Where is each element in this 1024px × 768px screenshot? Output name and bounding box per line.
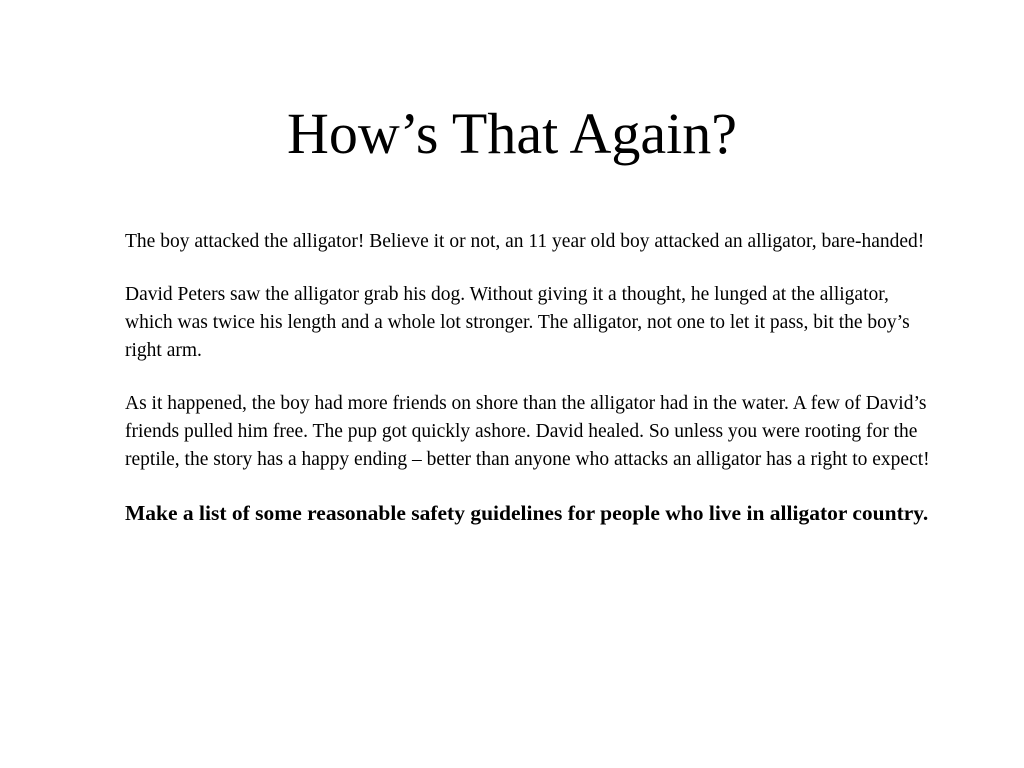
assignment-prompt: Make a list of some reasonable safety guidelines for people who live in alligator country.	[125, 501, 929, 525]
paragraph-attack: David Peters saw the alligator grab his dog. Without giving it a thought, he lunged at the alligator, which was twice his length and a whole lot stronger. The alligator, not one to let it pass, bit the boy’s right arm.	[125, 284, 910, 361]
slide-title: How’s That Again?	[287, 101, 737, 166]
paragraph-intro: The boy attacked the alligator! Believe it or not, an 11 year old boy attacked an alligator, bare-handed!	[125, 231, 925, 252]
slide-body	[125, 228, 937, 553]
paragraph-outcome: As it happened, the boy had more friends on shore than the alligator had in the water. A few of David’s friends pulled him free. The pup got quickly ashore. David healed. So unless you were rooting for the reptile, the story has a happy ending – better than anyone who attacks an alligator has a right to expect!	[125, 393, 930, 470]
